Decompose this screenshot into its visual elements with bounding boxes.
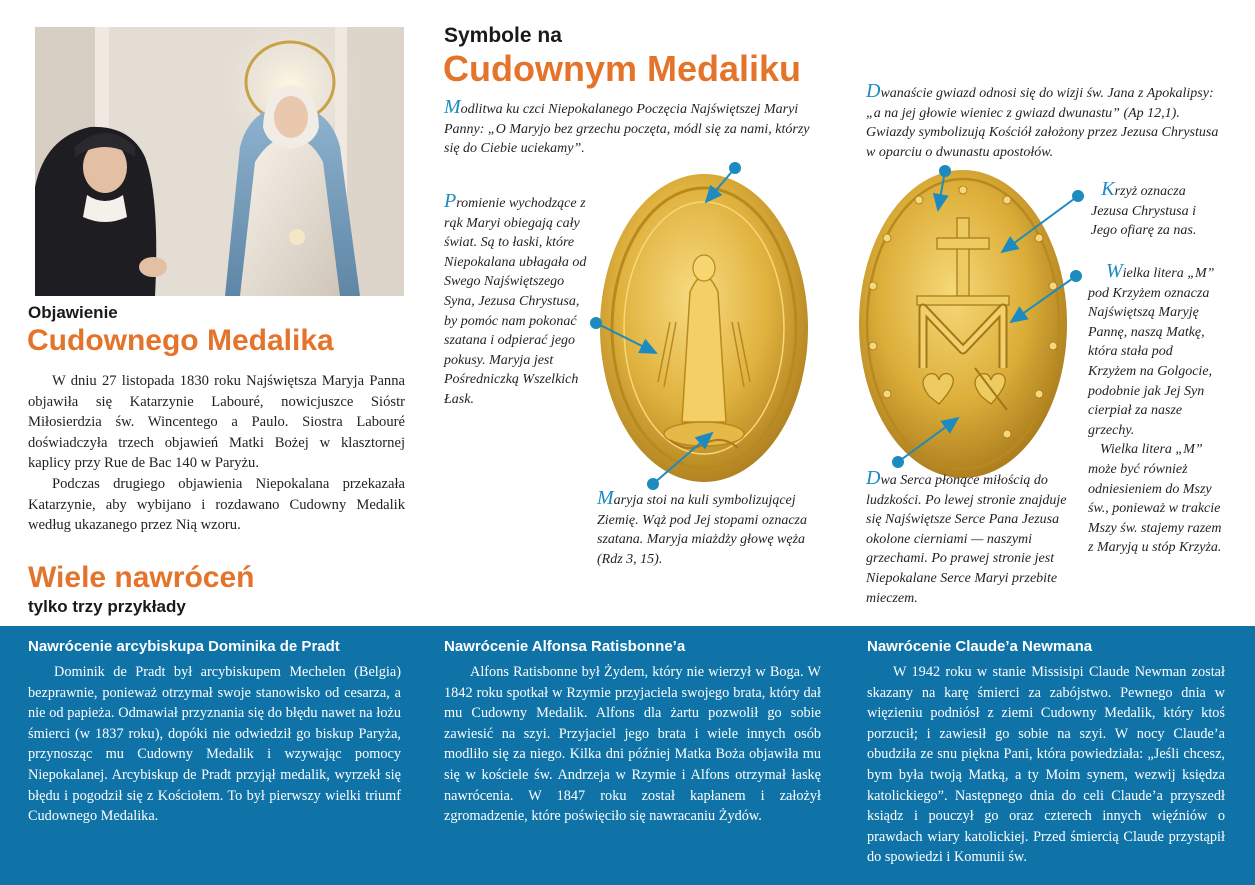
nawrocenia-heading-small: tylko trzy przykłady [28,597,186,616]
story-newman [867,638,1225,868]
hearts-text: wa Serca płonące miłością do ludzkości. Po lewej stronie znajduje się Najświętsze Serce Pana Jezusa okolone cierniami — naszymi grzechami. Po prawej stronie jest Niepokalane Serce Maryi przebite mieczem. [866,473,1067,606]
cross-caption [1086,178,1201,241]
story-text: Dominik de Pradt był arcybiskupem Mechelen (Belgia) bezprawnie, ponieważ otrzymał swoje stanowisko od cesarza, a nie od papieża. Odmawiał przyznania się do błędu nawet na łożu śmierci (w 1837 roku), dopóki nie odwiedził go biskup Paryża, przynosząc mu Cudowny Medalik i wzywając pomocy Niepokalanej. Arcybiskup de Pradt przyjął medalik, wyrzekł się błędu i pogodził się z Kościołem. To był pierwszy wielki triumf Cudownego Medalika. [28,664,401,825]
story-text: W 1942 roku w stanie Missisipi Claude Newman został skazany na karę śmierci za zabójstwo. Pewnego dnia w więzieniu podniósł z ziemi Cudowny Medalik, który ktoś porzucił; i zawiesił go sobie na szyi. W nocy Claude’a obudziła ze snu piękna Pani, która powiedziała: „Jeśli chcesz, bym była twoją Matką, a ty Moim synem, wezwij księdza katolickiego”. Następnego dnia do celi Claude’a przyszedł ksiądz i pouczył go oraz czterech innych więźniów o prawdach wiary katolickiej. Przed śmiercią Claude przystąpił do spowiedzi i Komunii św. [867,664,1225,866]
letter-text: ielka litera „M” pod Krzyżem oznacza Najświętszą Maryję Pannę, naszą Matkę, która stała pod Krzyżem na Golgocie, podobnie jak Jej Syn cierpiał za nasze grzechy. [1088,266,1215,438]
story-title: Nawrócenie arcybiskupa Dominika de Pradt [28,638,340,655]
medal-front-image [598,172,810,485]
letter-caption [1088,260,1222,558]
globe-initial: M [597,487,614,509]
cross-text: rzyż oznacza Jezusa Chrystusa i Jego ofiarę za nas. [1090,184,1197,239]
symbole-heading-big: Cudownym Medaliku [443,48,802,89]
letter-initial: W [1106,260,1123,282]
objawienie-body [28,371,405,536]
objawienie-paragraph-2: Podczas drugiego objawienia Niepokalana przekazała Katarzynie, aby wybijano i rozdawano Cudowny Medalik według ukazanego przez Nią wzoru. [28,475,405,534]
story-de-pradt [28,638,401,827]
prayer-text: odlitwa ku czci Niepokalanego Poczęcia Najświętszej Maryi Panny: „O Maryjo bez grzechu poczęta, módl się za nami, którzy się do Ciebie uciekamy”. [444,102,810,157]
letter-text-2: Wielka litera „M” może być również odniesieniem do Mszy św., ponieważ w trakcie Mszy św. stajemy razem z Maryją u stóp Krzyża. [1088,442,1222,556]
medal-back-image [857,168,1069,481]
prayer-caption [444,96,820,159]
globe-caption [597,487,815,569]
globe-text: aryja stoi na kuli symbolizującej Ziemię. Wąż pod Jej stopami oznacza szatana. Maryja miażdży głowę węża (Rdz 3, 15). [597,493,807,567]
symbole-heading-small: Symbole na [444,24,562,47]
story-ratisbonne [444,638,821,827]
story-title: Nawrócenie Alfonsa Ratisbonne’a [444,638,686,655]
rays-caption [444,190,592,410]
hearts-initial: D [866,467,881,489]
objawienie-heading-small: Objawienie [28,303,118,322]
apparition-photo [35,27,404,296]
rays-text: romienie wychodzące z rąk Maryi obiegają cały świat. Są to łaski, które Niepokalana ubłagała od Swego Najświętszego Syna, Jezusa Chrystusa, by pomóc nam pokonać szatana i odpierać jego pokusy. Maryja jest Pośredniczką Wszelkich Łask. [444,196,587,407]
hearts-caption [866,467,1076,608]
nawrocenia-heading-big: Wiele nawróceń [28,561,255,594]
prayer-initial: M [444,96,461,118]
objawienie-heading-big: Cudownego Medalika [27,324,334,357]
story-title: Nawrócenie Claude’a Newmana [867,638,1093,655]
rays-initial: P [444,190,457,212]
objawienie-paragraph-1: W dniu 27 listopada 1830 roku Najświętsza Maryja Panna objawiła się Katarzynie Labouré, nowicjuszce Sióstr Miłosierdzia św. Wincentego a Paulo. Siostra Labouré doświadczyła trzech objawień Matki Bożej w klasztornej kaplicy przy Rue de Bac 140 w Paryżu. [28,373,405,472]
story-text: Alfons Ratisbonne był Żydem, który nie wierzył w Boga. W 1842 roku spotkał w Rzymie przyjaciela swojego brata, który dał mu Cudowny Medalik. Alfons dla żartu pozwolił go sobie zawiesić na szyi. Przyjaciel jego brata i wiele innych osób modliło się za niego. Kilka dni później Matka Boża objawiła mu się w kościele św. Andrzeja w Rzymie i Alfons otrzymał łaskę nawrócenia. W 1847 roku został kapłanem i założył zgromadzenie, które poświęciło się nawracaniu Żydów. [444,664,821,825]
stars-text: wanaście gwiazd odnosi się do wizji św. Jana z Apokalipsy: „a na jej głowie wieniec z gwiazd dwunastu” (Ap 12,1). Gwiazdy symbolizują Kościół założony przez Jezusa Chrystusa w oparciu o dwunastu apostołów. [866,86,1219,160]
cross-initial: K [1101,178,1115,200]
stars-initial: D [866,80,881,102]
stars-caption [866,80,1222,162]
